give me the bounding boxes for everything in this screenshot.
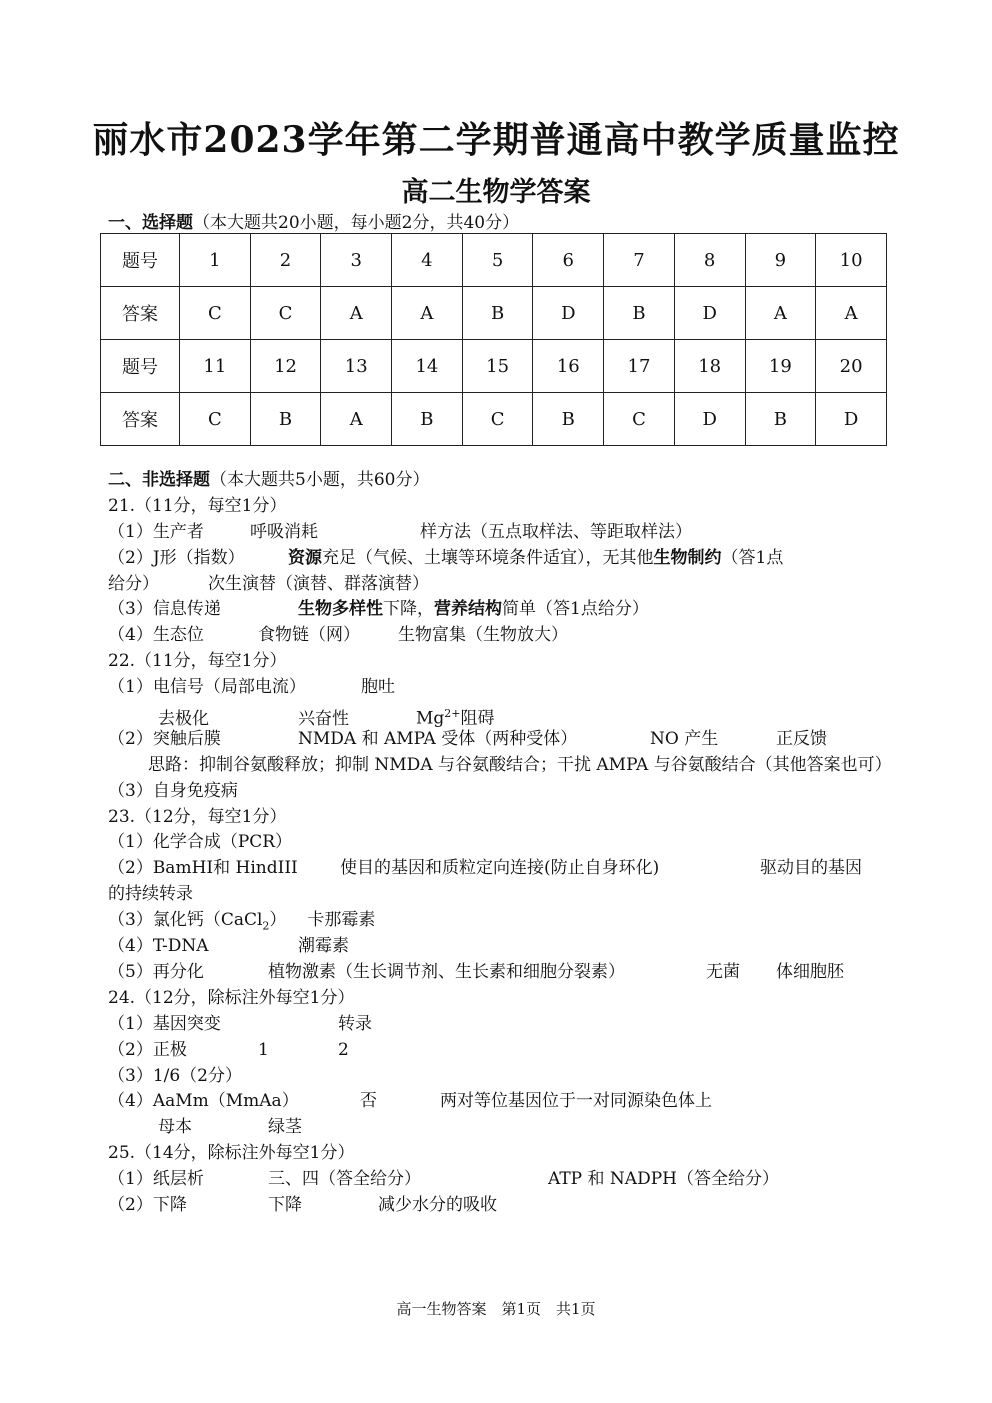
- q24-head: 24.（12分，除标注外每空1分）: [108, 987, 355, 1008]
- answer-text: 潮霉素: [298, 936, 349, 957]
- answer-text: （2）下降: [108, 1194, 187, 1215]
- answer-text: 下降，: [383, 599, 434, 620]
- answer-text: 呼吸消耗: [250, 521, 318, 542]
- table-cell: A: [392, 287, 463, 340]
- table-cell: 10: [816, 234, 887, 287]
- answer-text: 食物链（网）: [258, 625, 360, 646]
- table-cell: B: [533, 393, 604, 446]
- answer-text: （3）氯化钙（CaCl: [108, 910, 263, 931]
- q23-p2-cont: 的持续转录: [108, 884, 193, 905]
- table-cell: C: [180, 393, 251, 446]
- q24-p4: [108, 1089, 898, 1115]
- table-row: [101, 340, 887, 393]
- superscript: 2+: [444, 707, 461, 721]
- table-cell: 2: [250, 234, 321, 287]
- table-cell: D: [674, 287, 745, 340]
- table-cell: 4: [392, 234, 463, 287]
- section1-heading: [108, 208, 519, 233]
- table-cell: 13: [321, 340, 392, 393]
- table-cell: 7: [604, 234, 675, 287]
- answer-keyword: 营养结构: [434, 599, 502, 620]
- row-label: 答案: [101, 393, 180, 446]
- table-cell: 19: [745, 340, 816, 393]
- answer-text: 母本: [158, 1117, 192, 1138]
- table-cell: 14: [392, 340, 463, 393]
- q21-p2: [108, 546, 898, 572]
- answer-text: 驱动目的基因: [760, 858, 862, 879]
- answer-text: ）: [269, 910, 287, 931]
- table-cell: C: [250, 287, 321, 340]
- q22-p1: [108, 675, 898, 701]
- table-cell: D: [533, 287, 604, 340]
- q24-p1: [108, 1012, 898, 1038]
- table-cell: D: [674, 393, 745, 446]
- section1-note: （本大题共20小题，每小题2分，共40分）: [193, 213, 520, 233]
- answer-text: 否: [360, 1091, 377, 1112]
- answer-text: 次生演替（演替、群落演替）: [208, 573, 429, 594]
- answer-text: 兴奋性: [298, 708, 349, 729]
- q24-p4b: [108, 1115, 898, 1141]
- answer-text: 三、四（答全给分）: [268, 1169, 421, 1190]
- answer-text: 无菌: [706, 961, 740, 982]
- table-cell: 8: [674, 234, 745, 287]
- answer-text: 样方法（五点取样法、等距取样法）: [420, 521, 692, 542]
- section2-heading: [108, 468, 898, 494]
- answer-text: 绿茎: [268, 1117, 302, 1138]
- page-footer: 高一生物答案 第1页 共1页: [396, 1300, 596, 1318]
- table-cell: B: [462, 287, 533, 340]
- q21-head: 21.（11分，每空1分）: [108, 495, 287, 516]
- page-title: 丽水市2023学年第二学期普通高中教学质量监控: [92, 119, 900, 161]
- q22-p2: [108, 727, 898, 753]
- table-cell: 15: [462, 340, 533, 393]
- table-cell: A: [816, 287, 887, 340]
- table-cell: D: [816, 393, 887, 446]
- row-label: 题号: [101, 234, 180, 287]
- q23-p4: [108, 934, 898, 960]
- q21-p1: [108, 520, 898, 546]
- table-row: [101, 393, 887, 446]
- table-cell: 5: [462, 234, 533, 287]
- answer-text: 体细胞胚: [776, 961, 844, 982]
- table-cell: 11: [180, 340, 251, 393]
- section2-note: （本大题共5小题，共60分）: [210, 470, 430, 490]
- q24-p2: [108, 1038, 898, 1064]
- table-cell: 9: [745, 234, 816, 287]
- subscript: 2: [262, 919, 270, 933]
- answer-text: 转录: [338, 1013, 372, 1034]
- table-cell: 18: [674, 340, 745, 393]
- q22-p1b: [108, 701, 898, 727]
- q24-p3: （3）1/6（2分）: [108, 1065, 242, 1086]
- q23-p1: （1）化学合成（PCR）: [108, 832, 293, 853]
- q25-p1: [108, 1167, 898, 1193]
- answer-text: 简单（答1点给分）: [502, 599, 649, 620]
- answer-text: （2）突触后膜: [108, 728, 221, 749]
- answer-text: NMDA 和 AMPA 受体（两种受体）: [298, 728, 578, 749]
- table-cell: B: [250, 393, 321, 446]
- answer-keyword: 资源: [288, 547, 322, 568]
- answer-keyword: 生物制约: [653, 547, 722, 568]
- answer-table: [100, 233, 887, 446]
- section1-label: 一、选择题: [108, 213, 193, 233]
- table-cell: B: [604, 287, 675, 340]
- answer-text: 生物富集（生物放大）: [398, 625, 568, 646]
- table-cell: 16: [533, 340, 604, 393]
- answer-text: 正反馈: [776, 728, 827, 749]
- table-cell: 12: [250, 340, 321, 393]
- table-cell: 17: [604, 340, 675, 393]
- answer-text: 1: [258, 1039, 269, 1060]
- answer-body: [108, 468, 898, 1219]
- table-cell: 3: [321, 234, 392, 287]
- answer-text: （2）正极: [108, 1039, 187, 1060]
- answer-text: 使目的基因和质粒定向连接(防止自身环化): [340, 858, 660, 879]
- answer-text: （1）纸层析: [108, 1169, 204, 1190]
- answer-text: （2）J形（指数）: [108, 547, 245, 568]
- section2-label: 二、非选择题: [108, 470, 210, 490]
- q21-p2-cont: [108, 572, 898, 598]
- answer-text: 减少水分的吸收: [378, 1194, 497, 1215]
- q23-p5: [108, 960, 898, 986]
- answer-text: 去极化: [158, 708, 209, 729]
- table-cell: 20: [816, 340, 887, 393]
- table-row: [101, 287, 887, 340]
- answer-text: （1）生产者: [108, 521, 204, 542]
- table-cell: A: [745, 287, 816, 340]
- answer-text: （答1点: [721, 547, 784, 568]
- answer-text: 两对等位基因位于一对同源染色体上: [440, 1091, 712, 1112]
- answer-text: 充足（气候、土壤等环境条件适宜），无其他: [322, 547, 654, 568]
- answer-text: （3）信息传递: [108, 599, 221, 620]
- table-cell: A: [321, 393, 392, 446]
- table-cell: 6: [533, 234, 604, 287]
- answer-text: ATP 和 NADPH（答全给分）: [548, 1169, 779, 1190]
- q25-p2: [108, 1193, 898, 1219]
- answer-text: （5）再分化: [108, 961, 204, 982]
- answer-keyword: 生物多样性: [298, 599, 383, 620]
- row-label: 答案: [101, 287, 180, 340]
- table-cell: A: [321, 287, 392, 340]
- answer-text: 下降: [268, 1194, 302, 1215]
- answer-text: 阻碍: [460, 708, 495, 729]
- table-cell: C: [462, 393, 533, 446]
- q22-idea: [108, 753, 898, 779]
- table-cell: C: [604, 393, 675, 446]
- q21-p4: [108, 623, 898, 649]
- answer-text: 给分）: [108, 573, 159, 594]
- row-label: 题号: [101, 340, 180, 393]
- answer-text: 胞吐: [361, 677, 395, 698]
- answer-text: 卡那霉素: [307, 910, 376, 931]
- answer-text: 植物激素（生长调节剂、生长素和细胞分裂素）: [268, 961, 625, 982]
- answer-text: 思路：抑制谷氨酸释放；抑制 NMDA 与谷氨酸结合；干扰 AMPA 与谷氨酸结合（其他答案也可）: [148, 754, 892, 775]
- page-subtitle: 高二生物学答案: [401, 177, 591, 208]
- q25-head: 25.（14分，除标注外每空1分）: [108, 1143, 355, 1164]
- answer-text: （4）生态位: [108, 625, 204, 646]
- table-cell: 1: [180, 234, 251, 287]
- q21-p3: [108, 597, 898, 623]
- q23-p2: [108, 856, 898, 882]
- answer-text: Mg: [416, 708, 445, 729]
- table-cell: B: [745, 393, 816, 446]
- q23-head: 23.（12分，每空1分）: [108, 806, 287, 827]
- table-cell: C: [180, 287, 251, 340]
- answer-text: 2: [338, 1039, 349, 1060]
- q22-head: 22.（11分，每空1分）: [108, 651, 287, 672]
- answer-text: （1）电信号（局部电流）: [108, 677, 306, 698]
- answer-text: （1）基因突变: [108, 1013, 221, 1034]
- q22-p3: （3）自身免疫病: [108, 780, 238, 801]
- answer-text: （2）BamHI和 HindIII: [108, 858, 298, 879]
- table-row: [101, 234, 887, 287]
- answer-text: NO 产生: [650, 728, 719, 749]
- table-cell: B: [392, 393, 463, 446]
- answer-text: （4）T-DNA: [108, 936, 209, 957]
- q23-p3: [108, 908, 898, 934]
- answer-text: （4）AaMm（MmAa）: [108, 1091, 299, 1112]
